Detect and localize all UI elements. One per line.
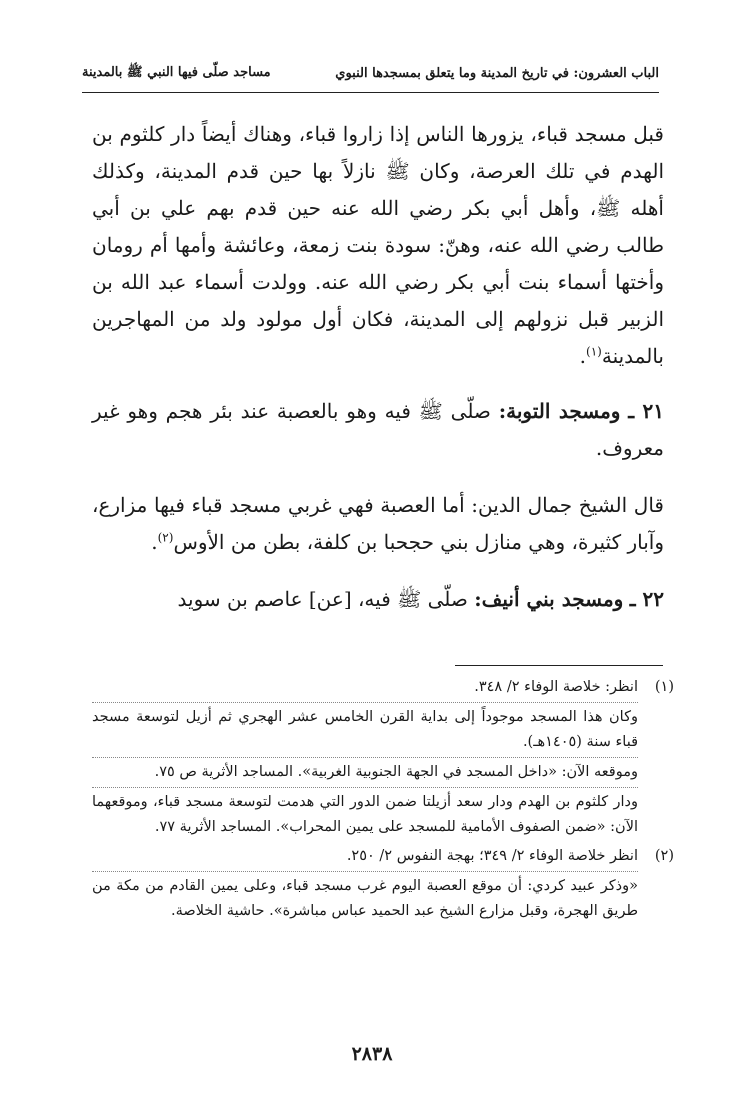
footnotes bbox=[92, 675, 674, 924]
paragraph-1-end: . bbox=[579, 344, 587, 368]
paragraph-1-text: قبل مسجد قباء، يزورها الناس إذا زاروا قباء، وهناك أيضاً دار كلثوم بن الهدم في تلك العرصة، وكان ﷺ نازلاً بها حين قدم المدينة، وكذلك أهله ﷺ، وأهل أبي بكر رضي الله عنه حين قدم بهم علي بن أبي طالب رضي الله عنه، وهنّ: سودة بنت زمعة، وعائشة وأمها أم رومان وأختها أسماء بنت أبي بكر رضي الله عنه. وولدت أسماء عبد الله بن الزبير قبل نزولهم إلى المدينة، فكان أول مولود ولد من المهاجرين بالمدينة bbox=[92, 122, 664, 368]
chapter-title: الباب العشرون: في تاريخ المدينة وما يتعلق بمسجدها النبوي bbox=[335, 65, 659, 81]
item-number-22: ٢٢ ـ bbox=[629, 587, 664, 611]
footnote-2-number: (٢) bbox=[654, 848, 674, 864]
paragraph-4 bbox=[92, 581, 664, 618]
footnote-2-note-1: «وذكر عبيد كردي: أن موقع العصبة اليوم غرب مسجد قباء، وعلى يمين القادم من مكة من طريق الهجرة، وقبل مزارع الشيخ عبد الحميد عباس مباشرة». حاشية الخلاصة. bbox=[92, 871, 638, 924]
header-divider bbox=[82, 92, 659, 93]
paragraph-4-text: صلّى ﷺ فيه، [عن] عاصم بن سويد bbox=[177, 587, 468, 611]
footnote-1-note-3: ودار كلثوم بن الهدم ودار سعد أزيلتا ضمن الدور التي هدمت لتوسعة مسجد قباء، وموقعهما الآن: «ضمن الصفوف الأمامية للمسجد على يمين المحراب». المساجد الأثرية ٧٧. bbox=[92, 787, 638, 840]
paragraph-3-text: قال الشيخ جمال الدين: أما العصبة فهي غربي مسجد قباء فيها مزارع، وآبار كثيرة، وهي منازل بني حجحبا بن كلفة، بطن من الأوس bbox=[92, 493, 664, 554]
footnote-divider bbox=[455, 665, 663, 666]
footnote-2-body bbox=[92, 844, 646, 924]
footnote-1-source: انظر: خلاصة الوفاء ٢/ ٣٤٨. bbox=[474, 679, 638, 695]
footnote-1-body bbox=[92, 675, 646, 840]
footnote-ref-2: (٢) bbox=[157, 530, 174, 545]
paragraph-2 bbox=[92, 393, 664, 467]
footnote-1-note-2: وموقعه الآن: «داخل المسجد في الجهة الجنوبية الغربية». المساجد الأثرية ص ٧٥. bbox=[92, 757, 638, 785]
footnote-ref-1: (١) bbox=[586, 344, 602, 359]
footnote-1 bbox=[92, 675, 674, 840]
paragraph-2-text: صلّى ﷺ فيه وهو بالعصبة عند بئر هجم وهو غير معروف. bbox=[92, 399, 664, 460]
paragraph-1 bbox=[92, 116, 664, 375]
footnote-2-source: انظر خلاصة الوفاء ٢/ ٣٤٩؛ بهجة النفوس ٢/ ٢٥٠. bbox=[346, 848, 638, 864]
paragraph-3 bbox=[92, 487, 664, 561]
footnote-1-note-1: وكان هذا المسجد موجوداً إلى بداية القرن الخامس عشر الهجري ثم أزيل لتوسعة مسجد قباء سنة (١٤٠٥هـ). bbox=[92, 702, 638, 755]
page-number: ٢٨٣٨ bbox=[351, 1043, 393, 1065]
paragraph-3-end: . bbox=[151, 530, 158, 554]
footnote-2 bbox=[92, 844, 674, 924]
mosque-name-bani-unaif: ومسجد بني أنيف: bbox=[474, 587, 624, 611]
mosque-name-tawba: ومسجد التوبة: bbox=[498, 399, 621, 423]
running-header bbox=[82, 58, 659, 88]
footnote-1-number: (١) bbox=[654, 679, 674, 695]
item-number-21: ٢١ ـ bbox=[628, 399, 665, 423]
section-title: مساجد صلّى فيها النبي ﷺ بالمدينة bbox=[82, 64, 271, 80]
main-text bbox=[92, 116, 664, 618]
